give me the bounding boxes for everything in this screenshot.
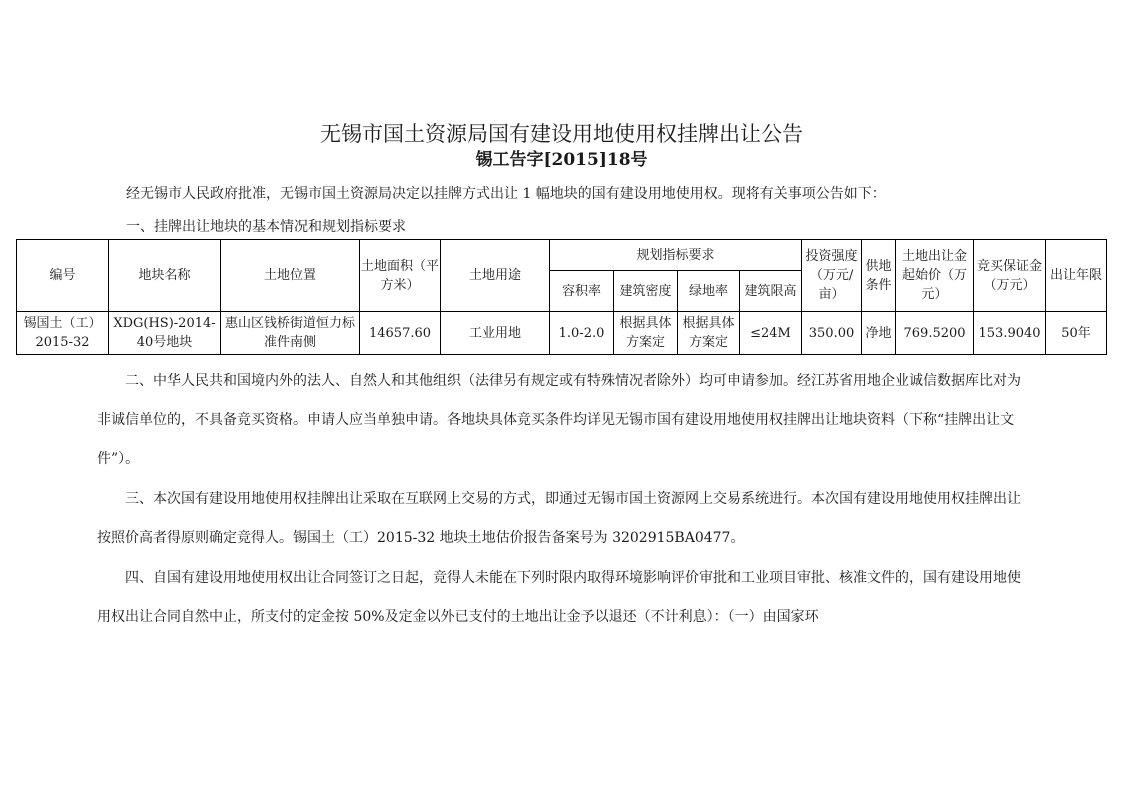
section2-paragraph: 二、中华人民共和国境内外的法人、自然人和其他组织（法律另有规定或有特殊情况者除外）均可申请参加。经江苏省用地企业诚信数据库比对为非诚信单位的，不具备竞买资格。申请人应当单独申请。各地块具体竞买条件均详见无锡市国有建设用地使用权挂牌出让地块资料（下称“挂牌出让文件”）。 xyxy=(97,373,1021,467)
cell-density: 根据具体方案定 xyxy=(614,312,678,355)
cell-term: 50年 xyxy=(1046,312,1107,355)
cell-far: 1.0-2.0 xyxy=(550,312,614,355)
header-location: 土地位置 xyxy=(221,240,360,312)
header-code: 编号 xyxy=(17,240,109,312)
cell-code: 锡国土（工）2015-32 xyxy=(17,312,109,355)
header-name: 地块名称 xyxy=(109,240,221,312)
header-term: 出让年限 xyxy=(1046,240,1107,312)
land-parcel-table xyxy=(16,239,1107,355)
cell-investment: 350.00 xyxy=(802,312,862,355)
header-start-price: 土地出让金起始价（万元） xyxy=(896,240,974,312)
section3-paragraph: 三、本次国有建设用地使用权挂牌出让采取在互联网上交易的方式，即通过无锡市国土资源网上交易系统进行。本次国有建设用地使用权挂牌出让按照价高者得原则确定竞得人。锡国土（工）2015-32 地块土地估价报告备案号为 3202915BA0477。 xyxy=(97,491,1021,546)
section1-heading: 一、挂牌出让地块的基本情况和规划指标要求 xyxy=(126,219,406,235)
intro-paragraph: 经无锡市人民政府批准，无锡市国土资源局决定以挂牌方式出让 1 幅地块的国有建设用地使用权。现将有关事项公告如下： xyxy=(126,186,886,202)
header-far: 容积率 xyxy=(550,271,614,312)
cell-supply: 净地 xyxy=(862,312,896,355)
header-area: 土地面积（平方米） xyxy=(360,240,441,312)
document-number: 锡工告字[2015]18号 xyxy=(475,150,648,170)
cell-use: 工业用地 xyxy=(441,312,550,355)
cell-start-price: 769.5200 xyxy=(896,312,974,355)
cell-location: 惠山区钱桥街道恒力标准件南侧 xyxy=(221,312,360,355)
header-planning-group: 规划指标要求 xyxy=(550,240,802,271)
header-use: 土地用途 xyxy=(441,240,550,312)
cell-green: 根据具体方案定 xyxy=(678,312,740,355)
header-height: 建筑限高 xyxy=(740,271,802,312)
header-supply: 供地条件 xyxy=(862,240,896,312)
header-density: 建筑密度 xyxy=(614,271,678,312)
header-green: 绿地率 xyxy=(678,271,740,312)
cell-height: ≤24M xyxy=(740,312,802,355)
section4-paragraph: 四、自国有建设用地使用权出让合同签订之日起，竞得人未能在下列时限内取得环境影响评价审批和工业项目审批、核准文件的，国有建设用地使用权出让合同自然中止，所支付的定金按 50%及定金以外已支付的土地出让金予以退还（不计利息）：（一）由国家环 xyxy=(97,570,1021,625)
header-deposit: 竞买保证金（万元） xyxy=(974,240,1046,312)
cell-deposit: 153.9040 xyxy=(974,312,1046,355)
cell-area: 14657.60 xyxy=(360,312,441,355)
document-title: 无锡市国土资源局国有建设用地使用权挂牌出让公告 xyxy=(320,122,803,146)
table-row xyxy=(17,312,1107,355)
header-investment: 投资强度（万元/亩） xyxy=(802,240,862,312)
cell-name: XDG(HS)-2014-40号地块 xyxy=(109,312,221,355)
